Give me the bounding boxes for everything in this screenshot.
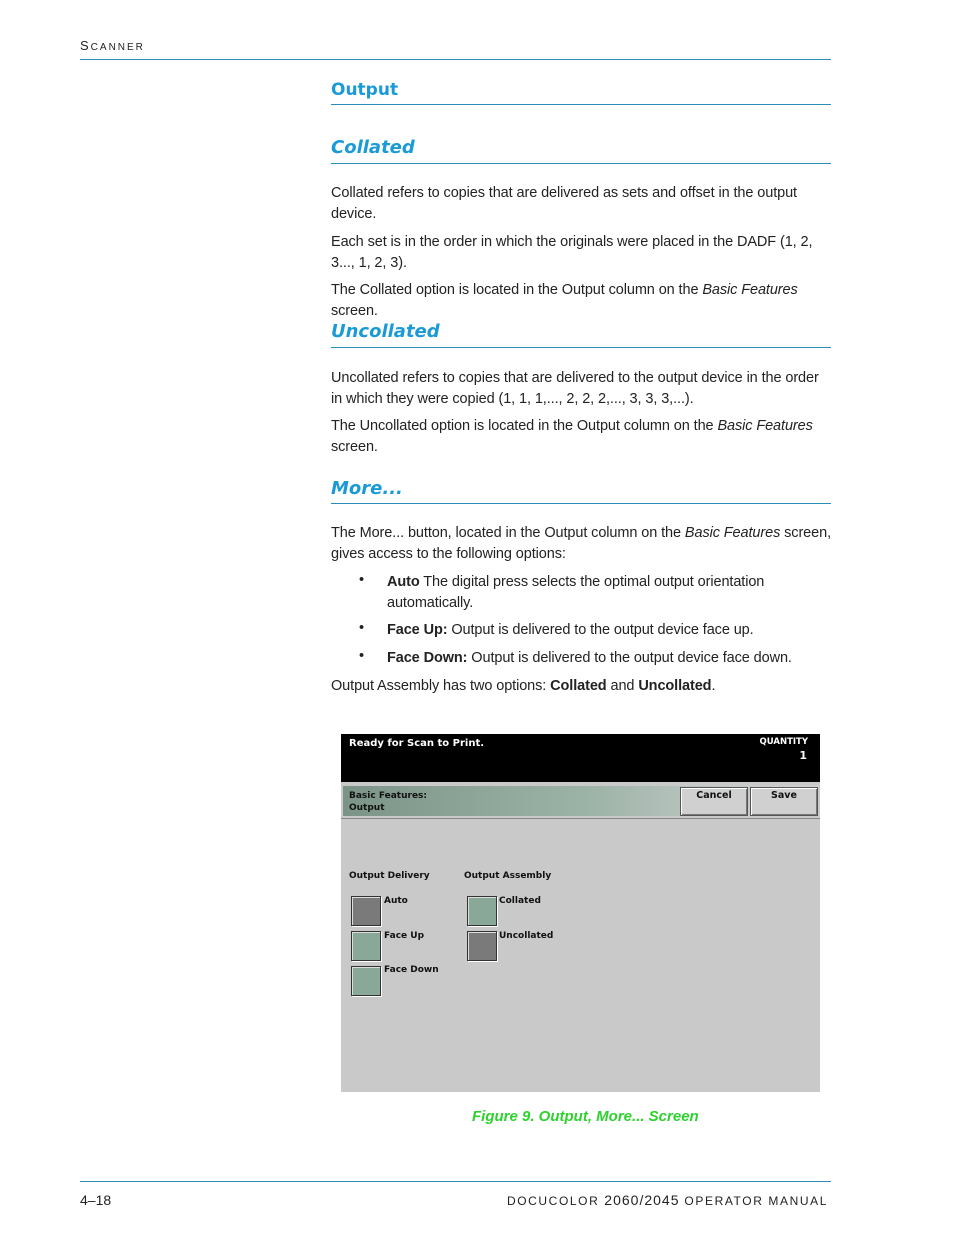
collated-paragraph-2: Each set is in the order in which the originals were placed in the DADF (1, 2, 3..., 1, 2, 3). (331, 234, 813, 271)
face-down-option-button[interactable] (351, 966, 381, 996)
uncollated-paragraph-2 (331, 416, 831, 457)
term: Face Up: (387, 622, 448, 638)
more-intro (331, 523, 831, 564)
rule-collated (331, 163, 831, 164)
term: Face Down: (387, 650, 468, 666)
text: screen. (331, 438, 378, 455)
figure-caption: Figure 9. Output, More... Screen (472, 1108, 699, 1125)
rule-output (331, 104, 831, 105)
manual-name: OPERATOR MANUAL (684, 1194, 828, 1208)
save-button[interactable]: Save (750, 787, 818, 816)
text: The digital press selects the optimal output orientation automatically. (387, 574, 765, 611)
term: Auto (387, 574, 420, 590)
emphasis: Basic Features (717, 418, 813, 434)
screen-title (349, 790, 469, 814)
text: Output is delivered to the output device face down. (467, 650, 792, 666)
bullet-marker: • (359, 620, 365, 636)
auto-option-label: Auto (384, 896, 408, 906)
collated-paragraph-3 (331, 280, 831, 321)
heading-collated: Collated (331, 137, 415, 158)
face-up-option-label: Face Up (384, 931, 425, 941)
text: . (711, 678, 716, 694)
manual-title (507, 1192, 828, 1208)
heading-output: Output (331, 80, 399, 100)
auto-option-button[interactable] (351, 896, 381, 926)
bullet-face-down (387, 648, 827, 669)
output-screen-figure (341, 734, 820, 1092)
face-down-option-label: Face Down (384, 965, 439, 975)
cancel-button[interactable]: Cancel (680, 787, 748, 816)
assembly-sentence (331, 676, 831, 697)
text: Output Assembly has two options: (331, 678, 551, 694)
page-number: 4–18 (80, 1192, 112, 1208)
text: The Uncollated option is located in the Output column on the (331, 418, 718, 434)
status-message: Ready for Scan to Print. (349, 738, 485, 749)
collated-option-label: Collated (499, 896, 541, 906)
text: The Collated option is located in the Output column on the (331, 282, 703, 298)
emphasis: Basic Features (702, 282, 798, 298)
uncollated-option-button[interactable] (467, 931, 497, 961)
bullet-marker: • (359, 648, 365, 664)
text: The More... button, located in the Output column on the (331, 525, 685, 541)
text: screen. (331, 302, 378, 319)
footer-rule (80, 1181, 831, 1182)
rule-uncollated (331, 347, 831, 348)
heading-more: More... (331, 478, 403, 499)
rule-more (331, 503, 831, 504)
section-rest: CANNER (90, 42, 145, 53)
heading-uncollated: Uncollated (331, 321, 440, 342)
uncollated-option-label: Uncollated (499, 931, 554, 941)
screen-title-line-1: Basic Features: (349, 791, 428, 801)
divider (341, 818, 820, 819)
section-initial: S (80, 38, 91, 53)
face-up-option-button[interactable] (351, 931, 381, 961)
output-delivery-heading: Output Delivery (349, 871, 430, 881)
collated-option-button[interactable] (467, 896, 497, 926)
text: Output is delivered to the output device face up. (447, 622, 754, 638)
collated-paragraph-1: Collated refers to copies that are delivered as sets and offset in the output device. (331, 185, 797, 222)
running-head (80, 38, 145, 53)
bullet-auto (387, 572, 827, 613)
header-rule (80, 59, 831, 60)
brand: DOCUCOLOR (506, 1194, 600, 1208)
emphasis: Basic Features (684, 525, 781, 541)
bullet-marker: • (359, 572, 365, 588)
uncollated-paragraph-1: Uncollated refers to copies that are delivered to the output device in the order in which they were copied (1, 1, 1,..., 2, 2, 2,..., 3, 3, 3,...). (331, 370, 819, 407)
text: and (606, 678, 639, 694)
output-assembly-heading: Output Assembly (464, 871, 552, 881)
bullet-face-up (387, 620, 827, 641)
quantity-label: QUANTITY (759, 737, 808, 747)
screen-title-line-2: Output (349, 803, 385, 813)
text: screen, gives access to the following options: (331, 525, 831, 562)
status-area (341, 734, 820, 782)
term: Uncollated (638, 678, 712, 694)
quantity-value: 1 (799, 749, 807, 762)
model: 2060/2045 (604, 1192, 680, 1208)
term: Collated (550, 678, 607, 694)
